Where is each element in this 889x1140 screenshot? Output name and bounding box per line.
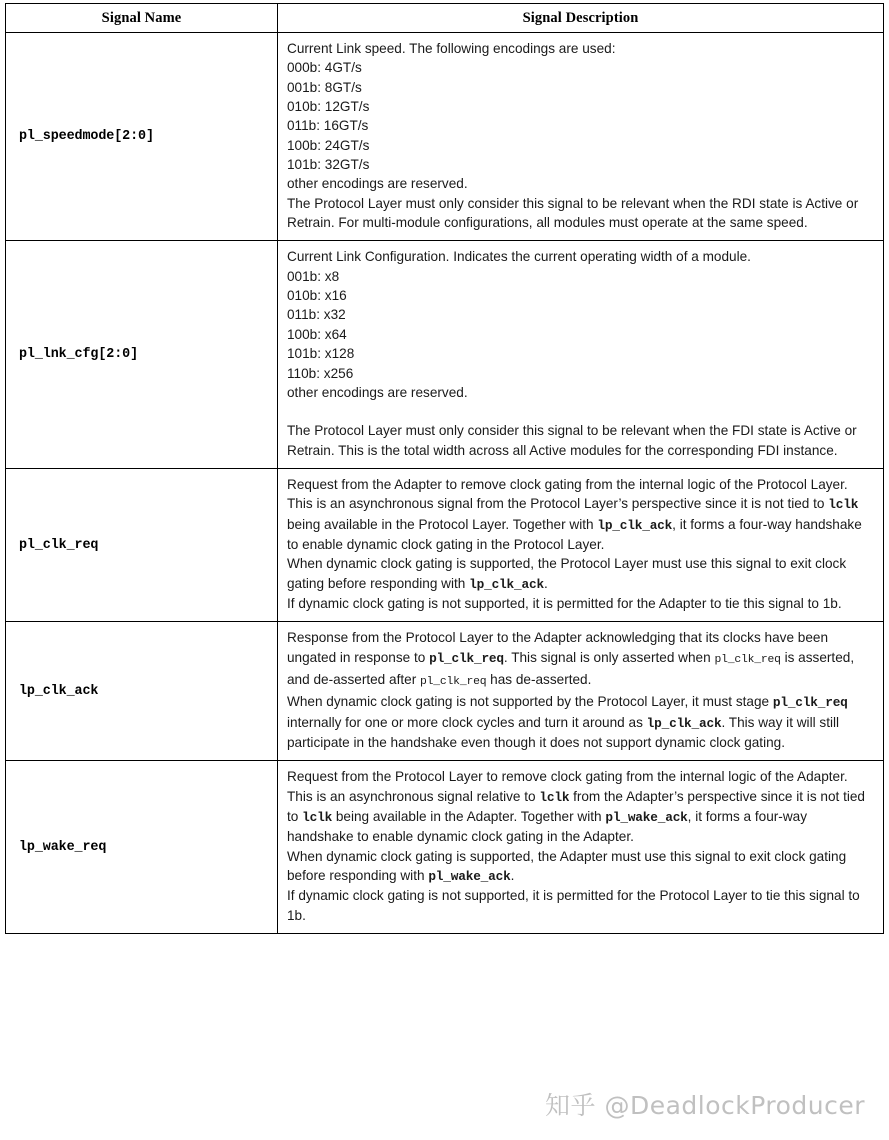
description-paragraph: Current Link speed. The following encodings are used: <box>287 41 616 56</box>
table-row <box>6 33 884 241</box>
table-row <box>6 241 884 468</box>
signal-table <box>5 3 884 934</box>
table-header <box>6 4 884 33</box>
table-row <box>6 468 884 621</box>
description-paragraph: If dynamic clock gating is not supported, it is permitted for the Protocol Layer to tie this signal to 1b. <box>287 888 860 923</box>
description-paragraph <box>287 402 875 421</box>
inline-code: pl_clk_req <box>772 695 848 711</box>
inline-code: pl_wake_ack <box>428 869 511 885</box>
table-row <box>6 622 884 761</box>
signal-name-cell: pl_lnk_cfg[2:0] <box>6 241 278 468</box>
signal-name-cell: lp_clk_ack <box>6 622 278 761</box>
watermark: 知乎 @DeadlockProducer <box>545 1091 866 1120</box>
description-paragraph: Request from the Adapter to remove clock gating from the internal logic of the Protocol Layer. This is an asynchronous signal from the Protocol Layer’s perspective since it is not tied to lclk being available in the Protocol Layer. Together with lp_clk_ack, it forms a four-way handshake to enable dynamic clock gating in the Protocol Layer. <box>287 476 862 552</box>
inline-code: pl_clk_req <box>429 650 504 666</box>
signal-name-cell: lp_wake_req <box>6 761 278 934</box>
inline-code: lclk <box>828 497 859 513</box>
description-paragraph: The Protocol Layer must only consider this signal to be relevant when the FDI state is Active or Retrain. This is the total width across all Active modules for the corresponding FDI instance. <box>287 423 857 458</box>
description-paragraph: other encodings are reserved. <box>287 176 468 192</box>
inline-code: lclk <box>539 789 570 805</box>
signal-description-cell <box>278 622 884 761</box>
description-paragraph: 001b: 8GT/s <box>287 79 362 95</box>
inline-code: lclk <box>302 810 333 826</box>
description-paragraph: The Protocol Layer must only consider this signal to be relevant when the RDI state is Active or Retrain. For multi-module configurations, all modules must operate at the same speed. <box>287 195 859 231</box>
description-paragraph: 110b: x256 <box>287 365 354 381</box>
description-paragraph: 100b: 24GT/s <box>287 137 370 153</box>
description-paragraph: 101b: 32GT/s <box>287 157 370 173</box>
inline-code: lp_clk_ack <box>469 576 544 592</box>
description-paragraph: 010b: x16 <box>287 288 347 304</box>
description-paragraph: 011b: 16GT/s <box>287 118 369 134</box>
description-paragraph: If dynamic clock gating is not supported, it is permitted for the Adapter to tie this signal to 1b. <box>287 595 842 611</box>
description-paragraph: 101b: x128 <box>287 346 355 362</box>
signal-name-cell: pl_clk_req <box>6 468 278 621</box>
description-paragraph: Response from the Protocol Layer to the Adapter acknowledging that its clocks have been ungated in response to pl_clk_req. This signal is only asserted when pl_clk_req is asserted, and de-asserted after pl_clk_req has de-asserted. <box>287 630 855 688</box>
description-paragraph: Request from the Protocol Layer to remove clock gating from the internal logic of the Adapter. This is an asynchronous signal relative to lclk from the Adapter’s perspective since it is not tied to lclk being available in the Adapter. Together with pl_wake_ack, it forms a four-way handshake to enable dynamic clock gating in the Adapter. <box>287 769 865 845</box>
description-paragraph: When dynamic clock gating is not supported by the Protocol Layer, it must stage pl_clk_req internally for one or more clock cycles and turn it around as lp_clk_ack. This way it will still participate in the handshake even though it does not support dynamic clock gating. <box>287 694 848 750</box>
table-row <box>6 761 884 934</box>
description-paragraph: 011b: x32 <box>287 307 346 323</box>
description-paragraph: 010b: 12GT/s <box>287 99 370 115</box>
description-paragraph: When dynamic clock gating is supported, the Adapter must use this signal to exit clock gating before responding with pl_wake_ack. <box>287 848 847 885</box>
document-page <box>5 3 883 934</box>
inline-code: pl_clk_req <box>420 675 487 688</box>
signal-description-cell <box>278 33 884 241</box>
signal-description-cell <box>278 761 884 934</box>
table-header-row <box>6 4 884 33</box>
table-body <box>6 33 884 934</box>
signal-name-cell: pl_speedmode[2:0] <box>6 33 278 241</box>
description-paragraph: 001b: x8 <box>287 268 340 284</box>
description-paragraph: 100b: x64 <box>287 326 347 342</box>
signal-description-cell <box>278 241 884 468</box>
inline-code: pl_wake_ack <box>605 810 688 826</box>
description-paragraph: When dynamic clock gating is supported, the Protocol Layer must use this signal to exit clock gating before responding with lp_clk_ack. <box>287 556 847 592</box>
column-header-signal-name: Signal Name <box>6 4 278 33</box>
description-paragraph: other encodings are reserved. <box>287 384 468 400</box>
inline-code: lp_clk_ack <box>646 715 722 731</box>
column-header-signal-description: Signal Description <box>278 4 884 33</box>
signal-description-cell <box>278 468 884 621</box>
description-paragraph: 000b: 4GT/s <box>287 60 362 76</box>
inline-code: pl_clk_req <box>714 653 781 666</box>
description-paragraph: Current Link Configuration. Indicates the current operating width of a module. <box>287 249 751 265</box>
inline-code: lp_clk_ack <box>597 517 673 533</box>
